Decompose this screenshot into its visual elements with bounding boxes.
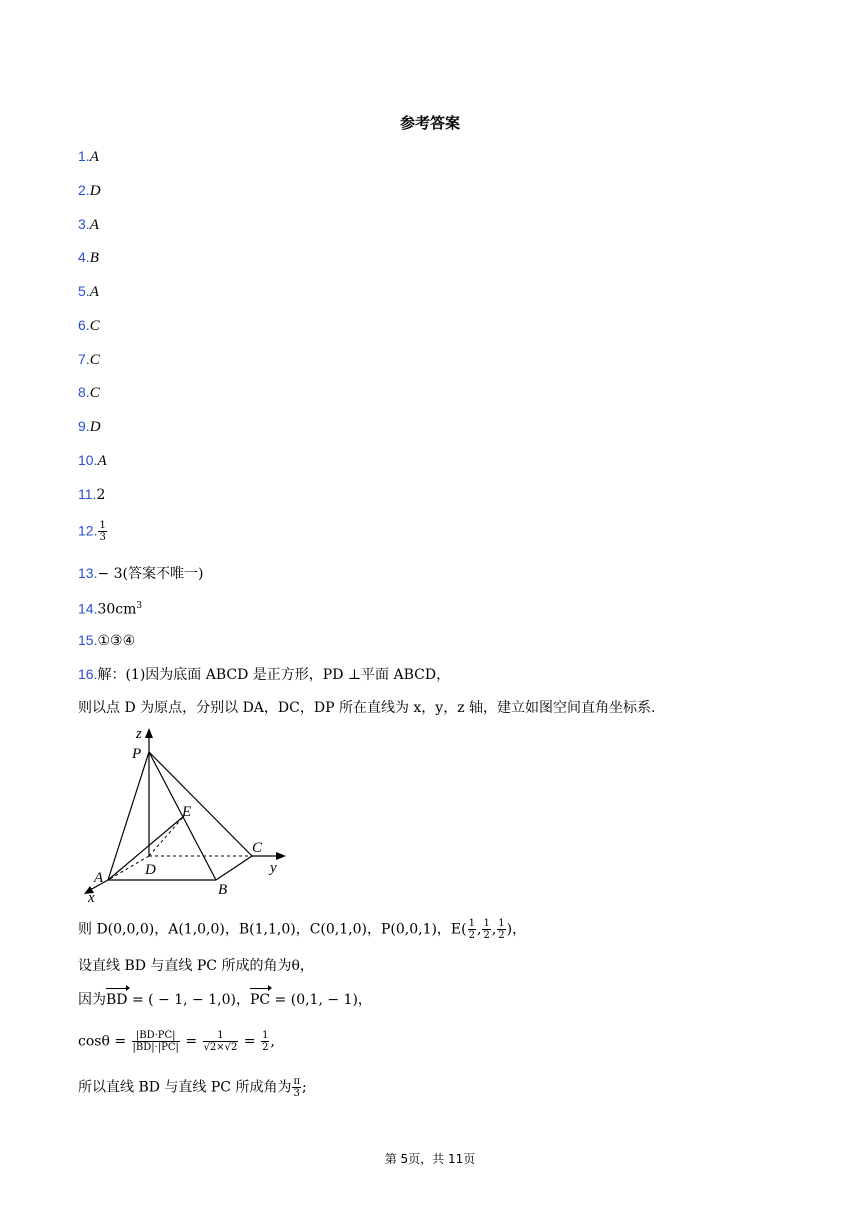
answer-15: 15.①③④ [78, 632, 136, 649]
answer-11: 11.2 [78, 486, 106, 503]
answer-4: 4.B [78, 249, 99, 266]
q16-coordinates: 则 D(0,0,0)，A(1,0,0)，B(1,1,0)，C(0,1,0)，P(0,0,1)，E( $\frac{1}{2}$ , $\frac{1}{2}$ , $\frac{1}{2}$ )， [78, 918, 527, 941]
q16-cos: cosθ = $\frac{|BD\cdot PC|}{|BD|\cdot|PC|}$ = $\frac{1}{√2\times√2}$ = $\frac{1}{2}$ , [78, 1030, 275, 1053]
q16-conclusion: 所以直线 BD 与直线 PC 所成角为 $\frac{\pi}{3}$ ; [78, 1076, 307, 1099]
label-A: A [94, 870, 104, 886]
answer-13: 13.− 3(答案不唯一) [78, 565, 204, 582]
answer-14: $14.30cm^3$ [78, 600, 143, 618]
coordinate-figure [82, 722, 292, 904]
answer-10: 10.A [78, 452, 107, 469]
answer-2: 2.D [78, 182, 101, 199]
label-E: E [182, 804, 192, 820]
q16-angle-def: 设直线 BD 与直线 PC 所成的角为θ， [78, 958, 314, 974]
label-D: D [145, 862, 156, 878]
answer-8: 8.C [78, 384, 100, 401]
answer-5: 5.A [78, 283, 99, 300]
label-x: x [88, 890, 95, 904]
label-z: z [136, 726, 142, 742]
label-B: B [218, 882, 228, 898]
answer-12: 12. $\frac{1}{3}$ [78, 520, 106, 543]
answer-9: 9.D [78, 418, 101, 435]
answer-6: 6.C [78, 317, 100, 334]
q16-line1: 16.解：(1)因为底面 ABCD 是正方形，PD ⊥平面 ABCD， [78, 666, 451, 683]
q16-line2: 则以点 D 为原点，分别以 DA，DC，DP 所在直线为 x，y，z 轴，建立如图空间直角坐标系. [78, 700, 656, 716]
q16-vectors: 因为BD = ( − 1, − 1,0)，PC = (0,1, − 1)， [78, 992, 372, 1008]
page-title: 参考答案 [399, 114, 460, 132]
label-C: C [252, 840, 263, 856]
label-P: P [132, 746, 142, 762]
label-y: y [270, 860, 277, 876]
answer-1: 1.A [78, 148, 99, 165]
answer-3: 3.A [78, 216, 99, 233]
page-footer: 第 5页，共 11页 [384, 1152, 476, 1166]
answer-7: 7.C [78, 351, 100, 368]
